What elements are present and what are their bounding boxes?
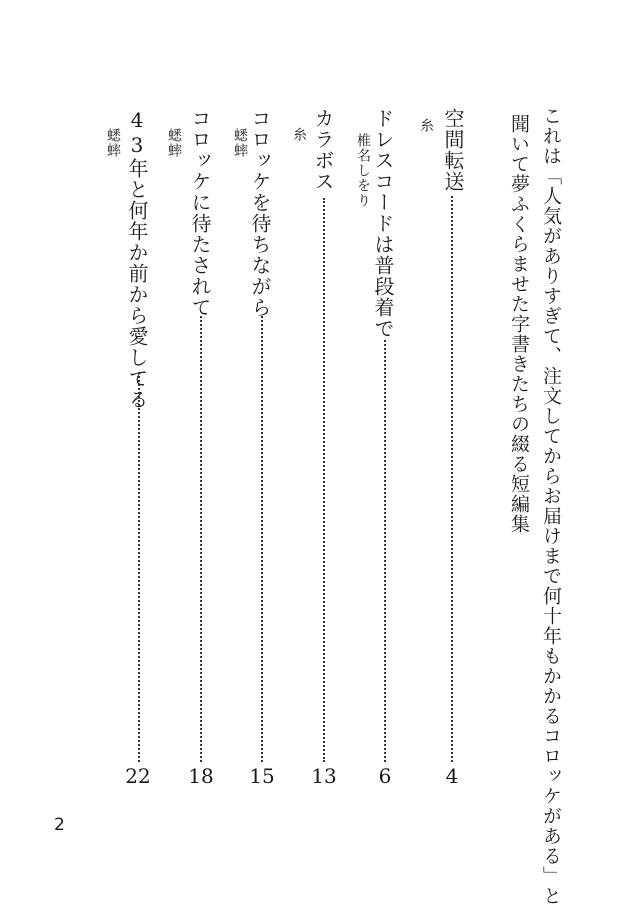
toc-entry-5-page[interactable]: 18 [188, 764, 214, 788]
toc-entry-1-title[interactable]: 空間転送 [441, 108, 465, 192]
toc-entry-6-author: 蟋蟀 [105, 128, 121, 158]
toc-entry-5-leader [200, 316, 202, 762]
intro-line-2: 聞いて夢ふくらませた字書きたちの綴る短編集 [508, 114, 530, 534]
toc-entry-1-page[interactable]: 4 [445, 764, 459, 788]
toc-entry-6-leader [138, 372, 140, 762]
toc-entry-1-leader [451, 196, 453, 762]
toc-entry-2-leader [384, 340, 386, 762]
toc-entry-4-page[interactable]: 15 [249, 764, 275, 788]
toc-entry-4-leader [261, 316, 263, 762]
toc-entry-4-author: 蟋蟀 [232, 128, 248, 158]
toc-entry-3-title[interactable]: カラボス [311, 108, 335, 192]
toc-entry-6-page[interactable]: 22 [125, 764, 151, 788]
intro-line-1: これは「人気がありすぎて、注文してからお届けまで何十年もかかるコロッケがある」と [540, 106, 562, 906]
toc-entry-4-title[interactable]: コロッケを待ちながら [248, 108, 272, 318]
toc-entry-2-page[interactable]: 6 [378, 764, 392, 788]
toc-entry-5-title[interactable]: コロッケに待たされて [188, 108, 212, 318]
toc-entry-1-author: 糸 [418, 118, 434, 133]
toc-entry-2-title[interactable]: ドレスコードは普段着で [371, 108, 395, 339]
toc-entry-2-author: 椎名しをり [355, 133, 371, 208]
toc-entry-6-title[interactable]: 43年と何年か前から愛してる [125, 108, 149, 410]
toc-entry-5-author: 蟋蟀 [166, 128, 182, 158]
toc-entry-3-leader [323, 198, 325, 762]
toc-entry-3-author: 糸 [291, 127, 307, 142]
toc-entry-3-page[interactable]: 13 [311, 764, 337, 788]
page-number: 2 [54, 815, 65, 835]
